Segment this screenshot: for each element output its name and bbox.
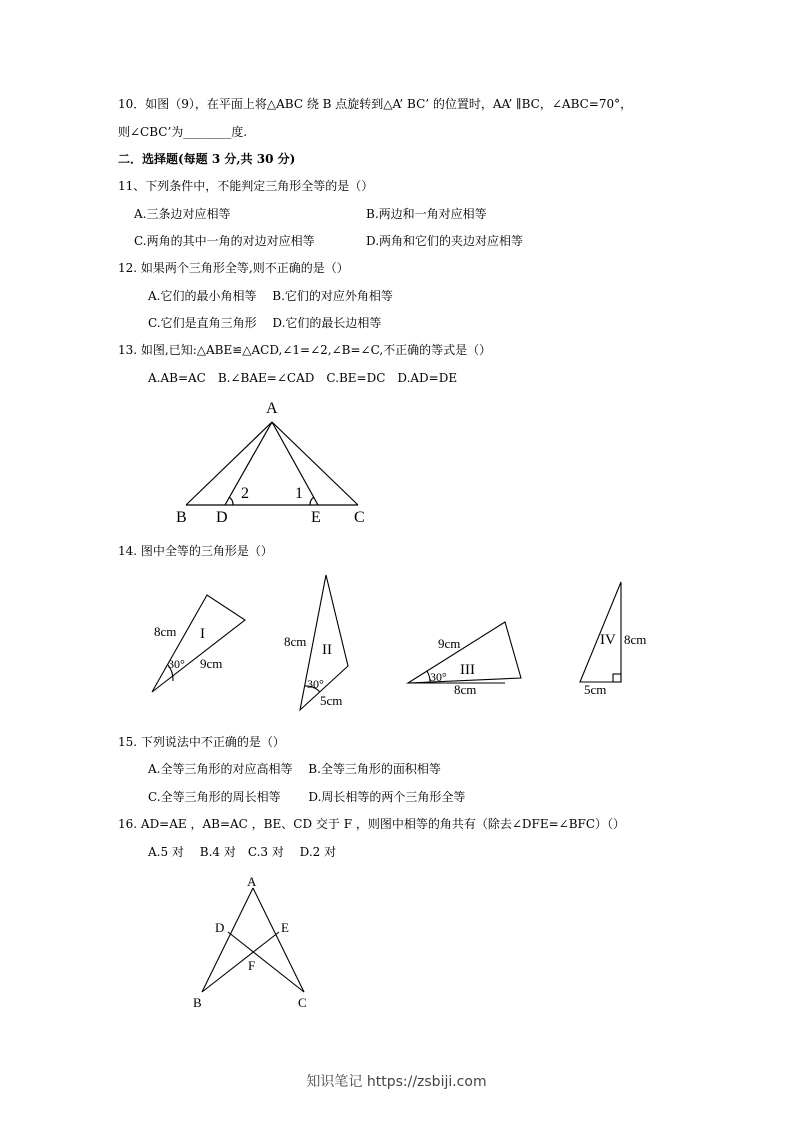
q14-t3-angle: 30° xyxy=(430,670,447,684)
q13-stem: 13. 如图,已知:△ABE≌△ACD,∠1=∠2,∠B=∠C,不正确的等式是（） xyxy=(118,343,492,357)
q14-t3-number: III xyxy=(460,662,475,678)
q11-option-a: A.三条边对应相等 xyxy=(134,207,231,221)
footer-watermark: 知识笔记 https://zsbiji.com xyxy=(306,1074,487,1090)
q16-label-f: F xyxy=(248,958,256,973)
q16-line-ab xyxy=(202,888,256,992)
q14-triangle-1 xyxy=(152,595,245,692)
q16-label-a: A xyxy=(247,874,257,889)
q10-line2: 则∠CBC’为________度. xyxy=(118,125,248,139)
q14-t4-side-8cm: 8cm xyxy=(624,632,647,647)
q15-options-ab: A.全等三角形的对应高相等 B.全等三角形的面积相等 xyxy=(148,762,441,776)
q13-label-d: D xyxy=(216,509,228,526)
q16-label-b: B xyxy=(193,995,202,1010)
q16-label-c: C xyxy=(298,995,307,1010)
q16-stem: 16. AD=AE ，AB=AC ，BE、CD 交于 F ，则图中相等的角共有（除去∠DFE=∠BFC）（） xyxy=(118,817,626,831)
q13-label-angle-2: 2 xyxy=(241,485,249,502)
q11-option-c: C.两角的其中一角的对边对应相等 xyxy=(134,234,315,248)
q16-options: A.5 对 B.4 对 C.3 对 D.2 对 xyxy=(148,845,337,859)
q16-figure xyxy=(185,870,325,1015)
q10-line1: 10．如图（9），在平面上将△ABC 绕 B 点旋转到△A’ BC’ 的位置时，AA’ ∥BC，∠ABC=70°， xyxy=(118,97,633,111)
q11-option-d: D.两角和它们的夹边对应相等 xyxy=(366,234,524,248)
q14-t2-number: II xyxy=(322,642,332,658)
q14-t4-number: IV xyxy=(600,632,616,648)
q13-label-e: E xyxy=(311,509,321,526)
q13-label-angle-1: 1 xyxy=(295,485,303,502)
q15-stem: 15. 下列说法中不正确的是（） xyxy=(118,735,285,749)
section-title: 二．选择题(每题 3 分,共 30 分) xyxy=(118,152,296,166)
q13-options: A.AB=AC B.∠BAE=∠CAD C.BE=DC D.AD=DE xyxy=(148,371,458,385)
q13-figure xyxy=(170,395,390,530)
q12-stem: 12. 如果两个三角形全等,则不正确的是（） xyxy=(118,261,349,275)
q13-line-ac xyxy=(272,422,358,505)
q14-figure xyxy=(140,570,670,720)
q11-stem: 11、下列条件中，不能判定三角形全等的是（） xyxy=(118,179,374,193)
q14-t2-angle: 30° xyxy=(307,677,324,691)
q13-label-b: B xyxy=(176,509,187,526)
q13-label-a: A xyxy=(266,400,278,417)
q14-t1-side-8cm: 8cm xyxy=(154,624,177,639)
q13-angle-1-arc xyxy=(310,497,314,505)
q13-line-ab xyxy=(186,422,272,505)
q11-option-b: B.两边和一角对应相等 xyxy=(366,207,487,221)
q12-options-ab: A.它们的最小角相等 B.它们的对应外角相等 xyxy=(148,289,393,303)
q14-right-angle-mark xyxy=(613,674,621,682)
q16-label-e: E xyxy=(281,920,289,935)
q16-line-ac xyxy=(253,888,304,992)
q15-options-cd: C.全等三角形的周长相等 D.周长相等的两个三角形全等 xyxy=(148,790,466,804)
q13-label-c: C xyxy=(354,509,365,526)
q12-options-cd: C.它们是直角三角形 D.它们的最长边相等 xyxy=(148,316,382,330)
q14-t3-side-9cm: 9cm xyxy=(438,636,461,651)
q14-t4-side-5cm: 5cm xyxy=(584,682,607,697)
q14-t2-side-5cm: 5cm xyxy=(320,693,343,708)
q14-t1-angle: 30° xyxy=(168,657,185,671)
q16-label-d: D xyxy=(215,920,225,935)
q14-t1-side-9cm: 9cm xyxy=(200,656,223,671)
q14-t2-side-8cm: 8cm xyxy=(284,634,307,649)
q14-t3-side-8cm: 8cm xyxy=(454,682,477,697)
q16-line-be xyxy=(202,932,279,992)
q14-t1-number: I xyxy=(200,626,205,642)
q13-angle-2-arc xyxy=(229,497,233,505)
q16-line-cd xyxy=(228,932,304,992)
q14-stem: 14. 图中全等的三角形是（） xyxy=(118,544,273,558)
